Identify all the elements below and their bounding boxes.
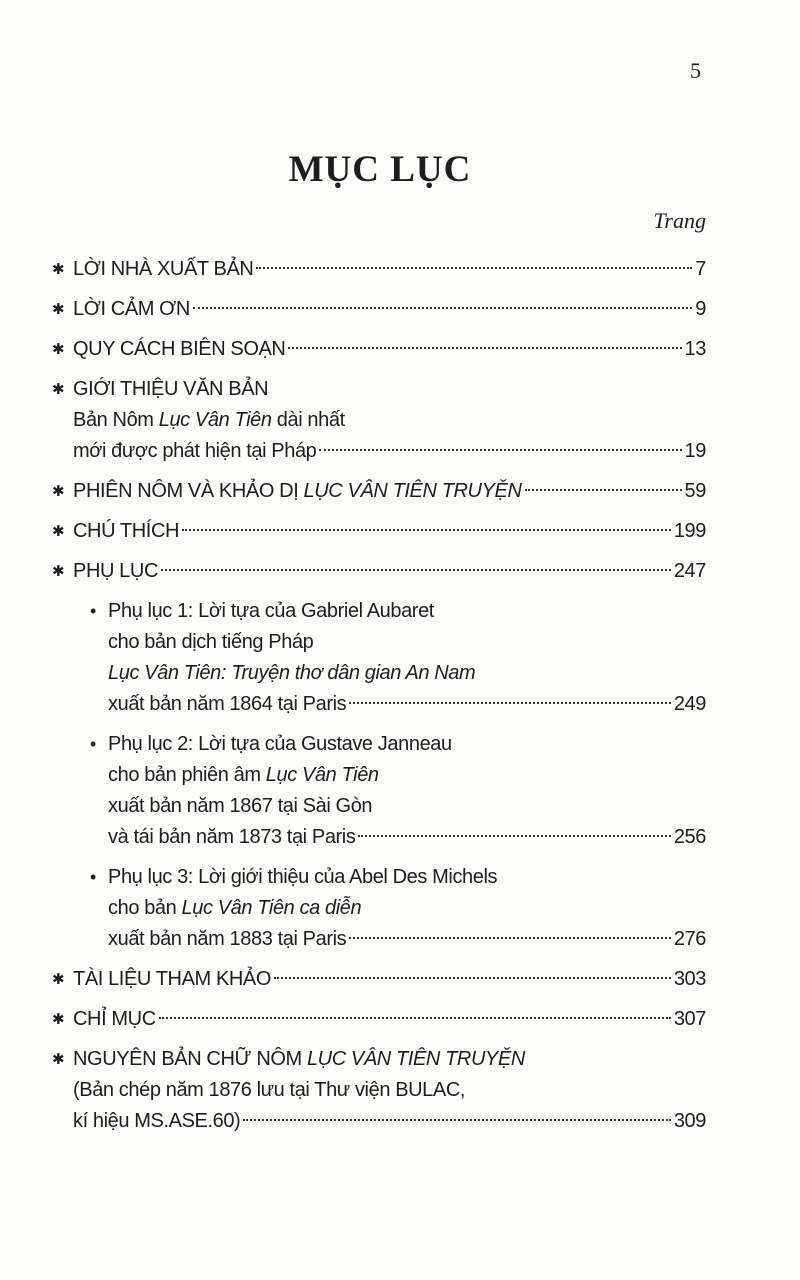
- page-number: 5: [690, 58, 701, 83]
- toc-entry-text: [73, 334, 285, 365]
- italic-title-text: Lục Vân Tiên ca diễn: [181, 897, 362, 919]
- toc-entry-line: [73, 964, 706, 995]
- text-segment: Phụ lục 3: Lời giới thiệu của Abel Des Michels: [108, 866, 498, 888]
- toc-entry-line: [108, 791, 706, 822]
- dot-leader: [288, 347, 681, 349]
- bullet-icon: •: [90, 867, 96, 887]
- text-segment: QUY CÁCH BIÊN SOẠN: [73, 338, 286, 360]
- page-title: MỤC LỤC: [288, 149, 472, 190]
- dot-leader: [243, 1119, 671, 1121]
- text-segment: Bản Nôm: [73, 409, 159, 431]
- toc-entry[interactable]: [50, 476, 706, 507]
- text-segment: CHÚ THÍCH: [73, 520, 180, 542]
- asterisk-bullet-icon: ✱: [52, 523, 65, 540]
- text-segment: PHỤ LỤC: [73, 560, 158, 582]
- toc-entry[interactable]: [50, 294, 706, 325]
- text-segment: TÀI LIỆU THAM KHẢO: [73, 968, 272, 990]
- asterisk-bullet-icon: ✱: [52, 483, 65, 500]
- toc-entry-line: [73, 374, 706, 405]
- table-of-contents: [50, 254, 706, 1146]
- toc-entry[interactable]: [50, 1004, 706, 1035]
- italic-title-text: Lục Vân Tiên: [265, 764, 379, 786]
- asterisk-bullet-icon: ✱: [52, 1051, 65, 1068]
- toc-entry-text: [73, 1004, 156, 1035]
- text-segment: cho bản dịch tiếng Pháp: [108, 631, 314, 653]
- dot-leader: [349, 702, 671, 704]
- toc-entry-line: [108, 893, 706, 924]
- toc-entry-line: [73, 294, 706, 325]
- text-segment: GIỚI THIỆU VĂN BẢN: [73, 378, 269, 400]
- dot-leader: [159, 1017, 671, 1019]
- dot-leader: [349, 937, 671, 939]
- text-segment: (Bản chép năm 1876 lưu tại Thư viện BULAC,: [73, 1079, 466, 1101]
- dot-leader: [274, 977, 671, 979]
- toc-entry[interactable]: [50, 1044, 706, 1137]
- asterisk-bullet-icon: ✱: [52, 563, 65, 580]
- text-segment: và tái bản năm 1873 tại Paris: [108, 826, 356, 848]
- toc-entry-line: [73, 1106, 706, 1137]
- text-segment: xuất bản năm 1883 tại Paris: [108, 928, 347, 950]
- toc-entry-line: [108, 822, 706, 853]
- toc-entry-line: [73, 1004, 706, 1035]
- toc-entry-text: [108, 733, 452, 755]
- toc-page-number: 13: [684, 338, 706, 360]
- toc-entry-text: [108, 689, 346, 720]
- toc-entry-line: [73, 334, 706, 365]
- toc-entry-text: [108, 795, 372, 817]
- toc-entry-line: [73, 1075, 706, 1106]
- toc-entry[interactable]: [50, 964, 706, 995]
- toc-subentry[interactable]: [50, 596, 706, 720]
- text-segment: xuất bản năm 1867 tại Sài Gòn: [108, 795, 373, 817]
- asterisk-bullet-icon: ✱: [52, 971, 65, 988]
- text-segment: NGUYÊN BẢN CHỮ NÔM: [73, 1048, 307, 1070]
- text-segment: kí hiệu MS.ASE.60): [73, 1110, 241, 1132]
- toc-entry-text: [108, 631, 313, 653]
- toc-entry-text: [73, 254, 253, 285]
- toc-entry-line: [73, 476, 706, 507]
- text-segment: PHIÊN NÔM VÀ KHẢO DỊ: [73, 480, 304, 502]
- toc-page-number: 249: [673, 693, 706, 715]
- toc-page-number: 309: [673, 1110, 706, 1132]
- dot-leader: [319, 449, 681, 451]
- toc-page-number: 9: [695, 298, 706, 320]
- toc-entry-line: [73, 436, 706, 467]
- text-segment: cho bản: [108, 897, 182, 919]
- toc-entry-line: [108, 760, 706, 791]
- toc-entry-line: [73, 556, 706, 587]
- toc-entry[interactable]: [50, 516, 706, 547]
- bullet-icon: •: [90, 601, 96, 621]
- toc-entry-line: [73, 1044, 706, 1075]
- toc-entry-text: [73, 516, 179, 547]
- text-segment: xuất bản năm 1864 tại Paris: [108, 693, 347, 715]
- text-segment: LỜI CẢM ƠN: [73, 298, 190, 320]
- toc-entry[interactable]: [50, 556, 706, 587]
- toc-entry-text: [73, 476, 522, 507]
- text-segment: cho bản phiên âm: [108, 764, 266, 786]
- toc-entry-text: [73, 1106, 240, 1137]
- toc-entry-text: [108, 897, 361, 919]
- toc-entry[interactable]: [50, 374, 706, 467]
- toc-entry-text: [108, 600, 434, 622]
- asterisk-bullet-icon: ✱: [52, 381, 65, 398]
- italic-title-text: LỤC VÂN TIÊN TRUYỆN: [303, 480, 522, 502]
- toc-page-number: 307: [673, 1008, 706, 1030]
- italic-title-text: Lục Vân Tiên: Truyện thơ dân gian An Nam: [108, 662, 476, 684]
- toc-entry-line: [73, 516, 706, 547]
- toc-entry-line: [73, 405, 706, 436]
- toc-entry-text: [108, 924, 346, 955]
- toc-page-number: 276: [673, 928, 706, 950]
- toc-entry-text: [73, 294, 190, 325]
- dot-leader: [256, 267, 692, 269]
- text-segment: dài nhất: [271, 409, 345, 431]
- toc-entry-line: [108, 862, 706, 893]
- text-segment: CHỈ MỤC: [73, 1008, 156, 1030]
- toc-page-number: 19: [684, 440, 706, 462]
- dot-leader: [358, 835, 670, 837]
- toc-entry-line: [73, 254, 706, 285]
- toc-subentry[interactable]: [50, 729, 706, 853]
- toc-entry-text: [108, 764, 379, 786]
- italic-title-text: Lục Vân Tiên: [158, 409, 272, 431]
- bullet-icon: •: [90, 734, 96, 754]
- asterisk-bullet-icon: ✱: [52, 301, 65, 318]
- text-segment: Phụ lục 2: Lời tựa của Gustave Janneau: [108, 733, 452, 755]
- toc-entry-text: [73, 436, 316, 467]
- toc-entry[interactable]: [50, 254, 706, 285]
- dot-leader: [182, 529, 671, 531]
- toc-entry-line: [108, 627, 706, 658]
- toc-entry-line: [108, 596, 706, 627]
- toc-entry-text: [108, 822, 355, 853]
- toc-page-number: 59: [684, 480, 706, 502]
- toc-entry-text: [73, 378, 268, 400]
- toc-entry-line: [108, 658, 706, 689]
- toc-page-number: 256: [673, 826, 706, 848]
- dot-leader: [161, 569, 671, 571]
- toc-subentry[interactable]: [50, 862, 706, 955]
- dot-leader: [193, 307, 692, 309]
- toc-page-number: 7: [695, 258, 706, 280]
- toc-entry-text: [108, 662, 475, 684]
- dot-leader: [525, 489, 682, 491]
- text-segment: Phụ lục 1: Lời tựa của Gabriel Aubaret: [108, 600, 434, 622]
- toc-page-number: 247: [673, 560, 706, 582]
- toc-entry-text: [73, 556, 158, 587]
- toc-entry-line: [108, 689, 706, 720]
- toc-entry-line: [108, 729, 706, 760]
- toc-entry[interactable]: [50, 334, 706, 365]
- asterisk-bullet-icon: ✱: [52, 1011, 65, 1028]
- text-segment: mới được phát hiện tại Pháp: [73, 440, 317, 462]
- toc-entry-line: [108, 924, 706, 955]
- toc-page-number: 199: [673, 520, 706, 542]
- asterisk-bullet-icon: ✱: [52, 261, 65, 278]
- toc-entry-text: [73, 1048, 525, 1070]
- toc-entry-text: [73, 1079, 465, 1101]
- asterisk-bullet-icon: ✱: [52, 341, 65, 358]
- text-segment: LỜI NHÀ XUẤT BẢN: [73, 258, 254, 280]
- italic-title-text: LỤC VÂN TIÊN TRUYỆN: [306, 1048, 525, 1070]
- toc-entry-text: [108, 866, 497, 888]
- page-column-label: Trang: [653, 208, 706, 233]
- toc-entry-text: [73, 409, 345, 431]
- toc-page-number: 303: [673, 968, 706, 990]
- toc-entry-text: [73, 964, 271, 995]
